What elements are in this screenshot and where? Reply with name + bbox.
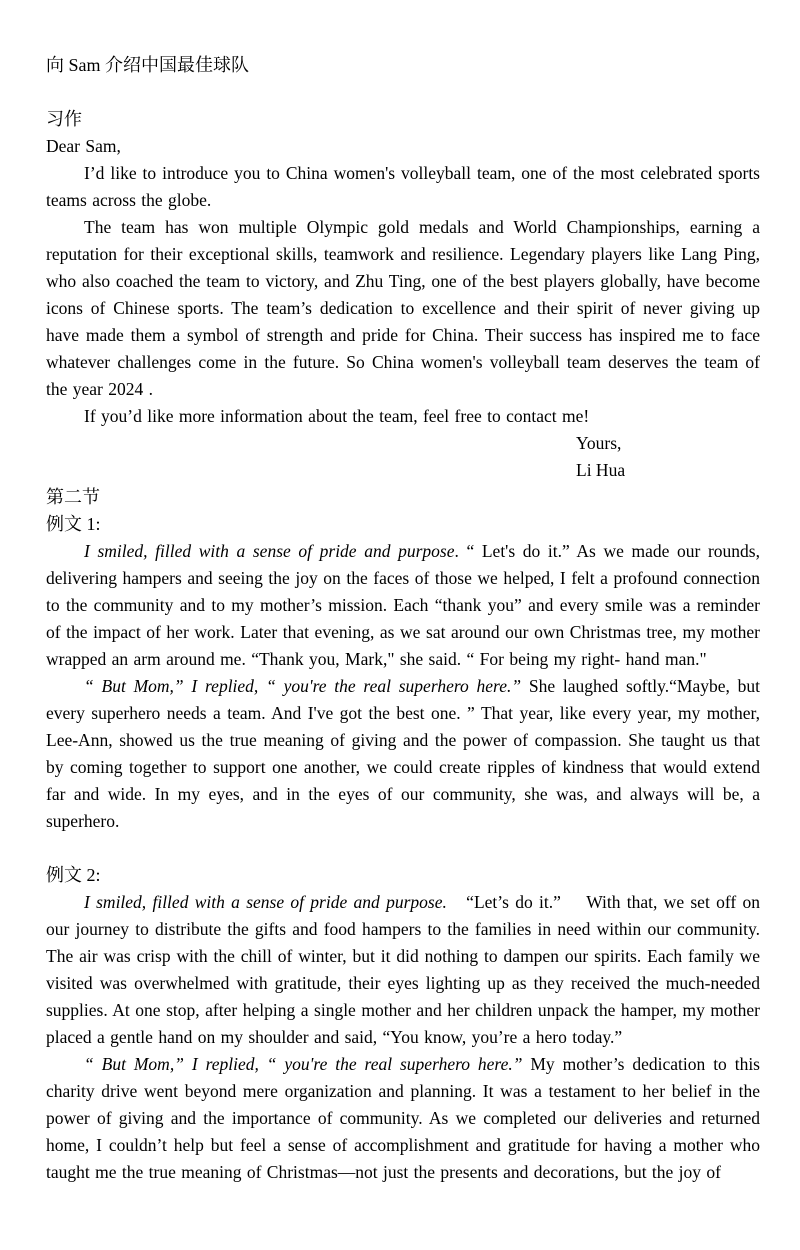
paragraph: The team has won multiple Olympic gold medals and World Championships, earning a reputation for their exceptional skills, teamwork and resilience. Legendary players like Lang Ping, who also coached the team to victory, and Zhu Ting, one of the best players globally, have become icons of Chinese sports. The team’s dedication to excellence and their spirit of never giving up have made them a symbol of strength and pride for China. Their success has inspired me to face whatever challenges come in the future. So China women's volleyball team deserves the team of the year 2024 .: [46, 217, 760, 399]
paragraph: [46, 889, 760, 1051]
italic-text: I smiled, filled with a sense of pride and purpose: [84, 541, 455, 561]
body-text: She laughed softly.“Maybe, but every superhero needs a team. And I've got the best one. ” That year, like every year, my mother, Lee-Ann, showed us the true meaning of giving and the power of compassion. She taught us that by coming together to support one another, we could create ripples of kindness that would extend far and wide. In my eyes, and in the eyes of our community, she was, and always will be, a superhero.: [46, 676, 761, 831]
letter-signature: Li Hua: [576, 460, 626, 480]
body-text: My mother’s dedication to this charity drive went beyond mere organization and planning. It was a testament to her belief in the power of giving and the importance of community. As we completed our deliveries and returned home, I couldn’t help but feel a sense of accomplishment and gratitude for having a mother who taught me the true meaning of Christmas—not just the presents and decorations, but the joy of: [46, 1054, 760, 1182]
italic-text: I smiled, filled with a sense of pride and purpose.: [84, 892, 447, 912]
letter-salutation: Dear Sam,: [46, 136, 121, 156]
letter-closing-block: [576, 430, 760, 484]
body-text: “Let’s do it.” With that, we set off on our journey to distribute the gifts and food hampers to the families in need within our community. The air was crisp with the chill of winter, but it did nothing to dampen our spirits. Each family we visited was overwhelmed with gratitude, their eyes lighting up as they received the much-needed supplies. At one stop, after helping a single mother and her children unpack the hamper, my mother placed a gentle hand on my shoulder and said, “You know, you’re a hero today.”: [46, 892, 760, 1047]
paragraph: [46, 673, 760, 835]
paragraph: If you’d like more information about the team, feel free to contact me!: [84, 406, 590, 426]
paragraph: I’d like to introduce you to China women's volleyball team, one of the most celebrated sports teams across the globe.: [46, 163, 760, 210]
example1-body: [46, 538, 760, 835]
letter-closing: Yours,: [576, 433, 622, 453]
document-title: 向 Sam 介绍中国最佳球队: [46, 55, 250, 75]
section2-label: 第二节: [46, 487, 100, 507]
body-text: . “ Let's do it.” As we made our rounds, delivering hampers and seeing the joy on the faces of those we helped, I felt a profound connection to the community and to my mother’s mission. Each “thank you” and every smile was a reminder of the impact of her work. Later that evening, as we sat around our own Christmas tree, my mother wrapped an arm around me. “Thank you, Mark," she said. “ For being my right- hand man.": [46, 541, 760, 669]
example2-body: [46, 889, 760, 1186]
section1-label: 习作: [46, 109, 82, 129]
example1-label: 例文 1:: [46, 514, 101, 534]
example2-label: 例文 2:: [46, 865, 101, 885]
italic-text: “ But Mom,” I replied, “ you're the real superhero here.”: [84, 676, 522, 696]
letter-body: [46, 160, 760, 430]
italic-text: “ But Mom,” I replied, “ you're the real superhero here.”: [84, 1054, 523, 1074]
paragraph: [46, 538, 760, 673]
paragraph: [46, 1051, 760, 1186]
